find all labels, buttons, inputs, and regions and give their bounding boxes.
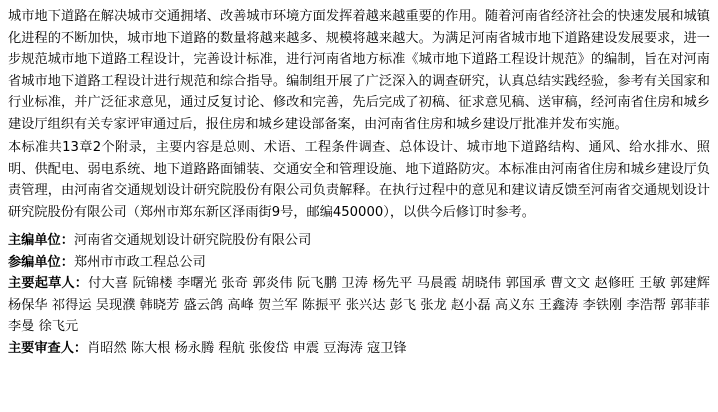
field-participating-unit-value: 郑州市市政工程总公司 xyxy=(73,254,206,270)
field-chief-editor-unit-label: 主编单位： xyxy=(8,233,74,248)
field-participating-unit-label: 参编单位： xyxy=(8,254,74,270)
field-main-drafters-label: 主要起草人： xyxy=(8,276,89,291)
foreword-paragraph-2: 本标准共13章2个附录，主要内容是总则、术语、工程条件调查、总体设计、城市地下道路结构、通风、给水排水、照明、供配电、弱电系统、地下道路路面铺装、交通安全和管理设施、地下道路防灾。本标准由河南省住房和城乡建设厅负责管理，由河南省交通规划设计研究院股份有限公司负责解释。在执行过程中的意见和建议请反馈至河南省交通规划设计研究院股份有限公司（郑州市郑东新区泽雨街9号，邮编450000），以供今后修订时参考。 xyxy=(8,140,710,220)
field-main-reviewers xyxy=(8,338,710,360)
foreword-paragraph-1: 城市地下道路在解决城市交通拥堵、改善城市环境方面发挥着越来越重要的作用。随着河南省经济社会的快速发展和城镇化进程的不断加快，城市地下道路的数量将越来越多、规模将越来越大。为满足河南省城市地下道路建设发展要求，进一步规范城市地下道路工程设计，完善设计标准，进行河南省地方标准《城市地下道路工程设计规范》的编制，旨在对河南省城市地下道路工程设计进行规范和综合指导。编制组开展了广泛深入的调查研究，认真总结实践经验，参考有关国家和行业标准，并广泛征求意见，通过反复讨论、修改和完善，先后完成了初稿、征求意见稿、送审稿，经河南省住房和城乡建设厅组织有关专家评审通过后，报住房和城乡建设部备案，由河南省住房和城乡建设厅批准并发布实施。 xyxy=(8,9,710,132)
field-main-reviewers-label: 主要审查人： xyxy=(8,340,88,356)
field-main-reviewers-value: 肖昭然 陈大根 杨永腾 程航 张俊岱 申震 豆海涛 寇卫锋 xyxy=(87,340,407,356)
field-participating-unit xyxy=(8,252,710,274)
field-chief-editor-unit-value: 河南省交通规划设计研究院股份有限公司 xyxy=(73,233,312,248)
field-main-drafters-value: 付大喜 阮锦楼 李曙光 张奇 郭炎伟 阮飞鹏 卫涛 杨先平 马晨霞 胡晓伟 郭国承 曹文文 赵修旺 王敏 郭建辉 杨保华 祁得运 吴现濮 韩晓芳 盛云鸽 高峰 贺兰军 陈振平 张兴达 彭飞 张龙 赵小磊 高义东 王鑫涛 李铁刚 李浩帮 郭菲菲 李曼 徐飞元 xyxy=(8,276,710,334)
field-chief-editor-unit xyxy=(8,230,710,252)
field-main-drafters xyxy=(8,273,710,338)
